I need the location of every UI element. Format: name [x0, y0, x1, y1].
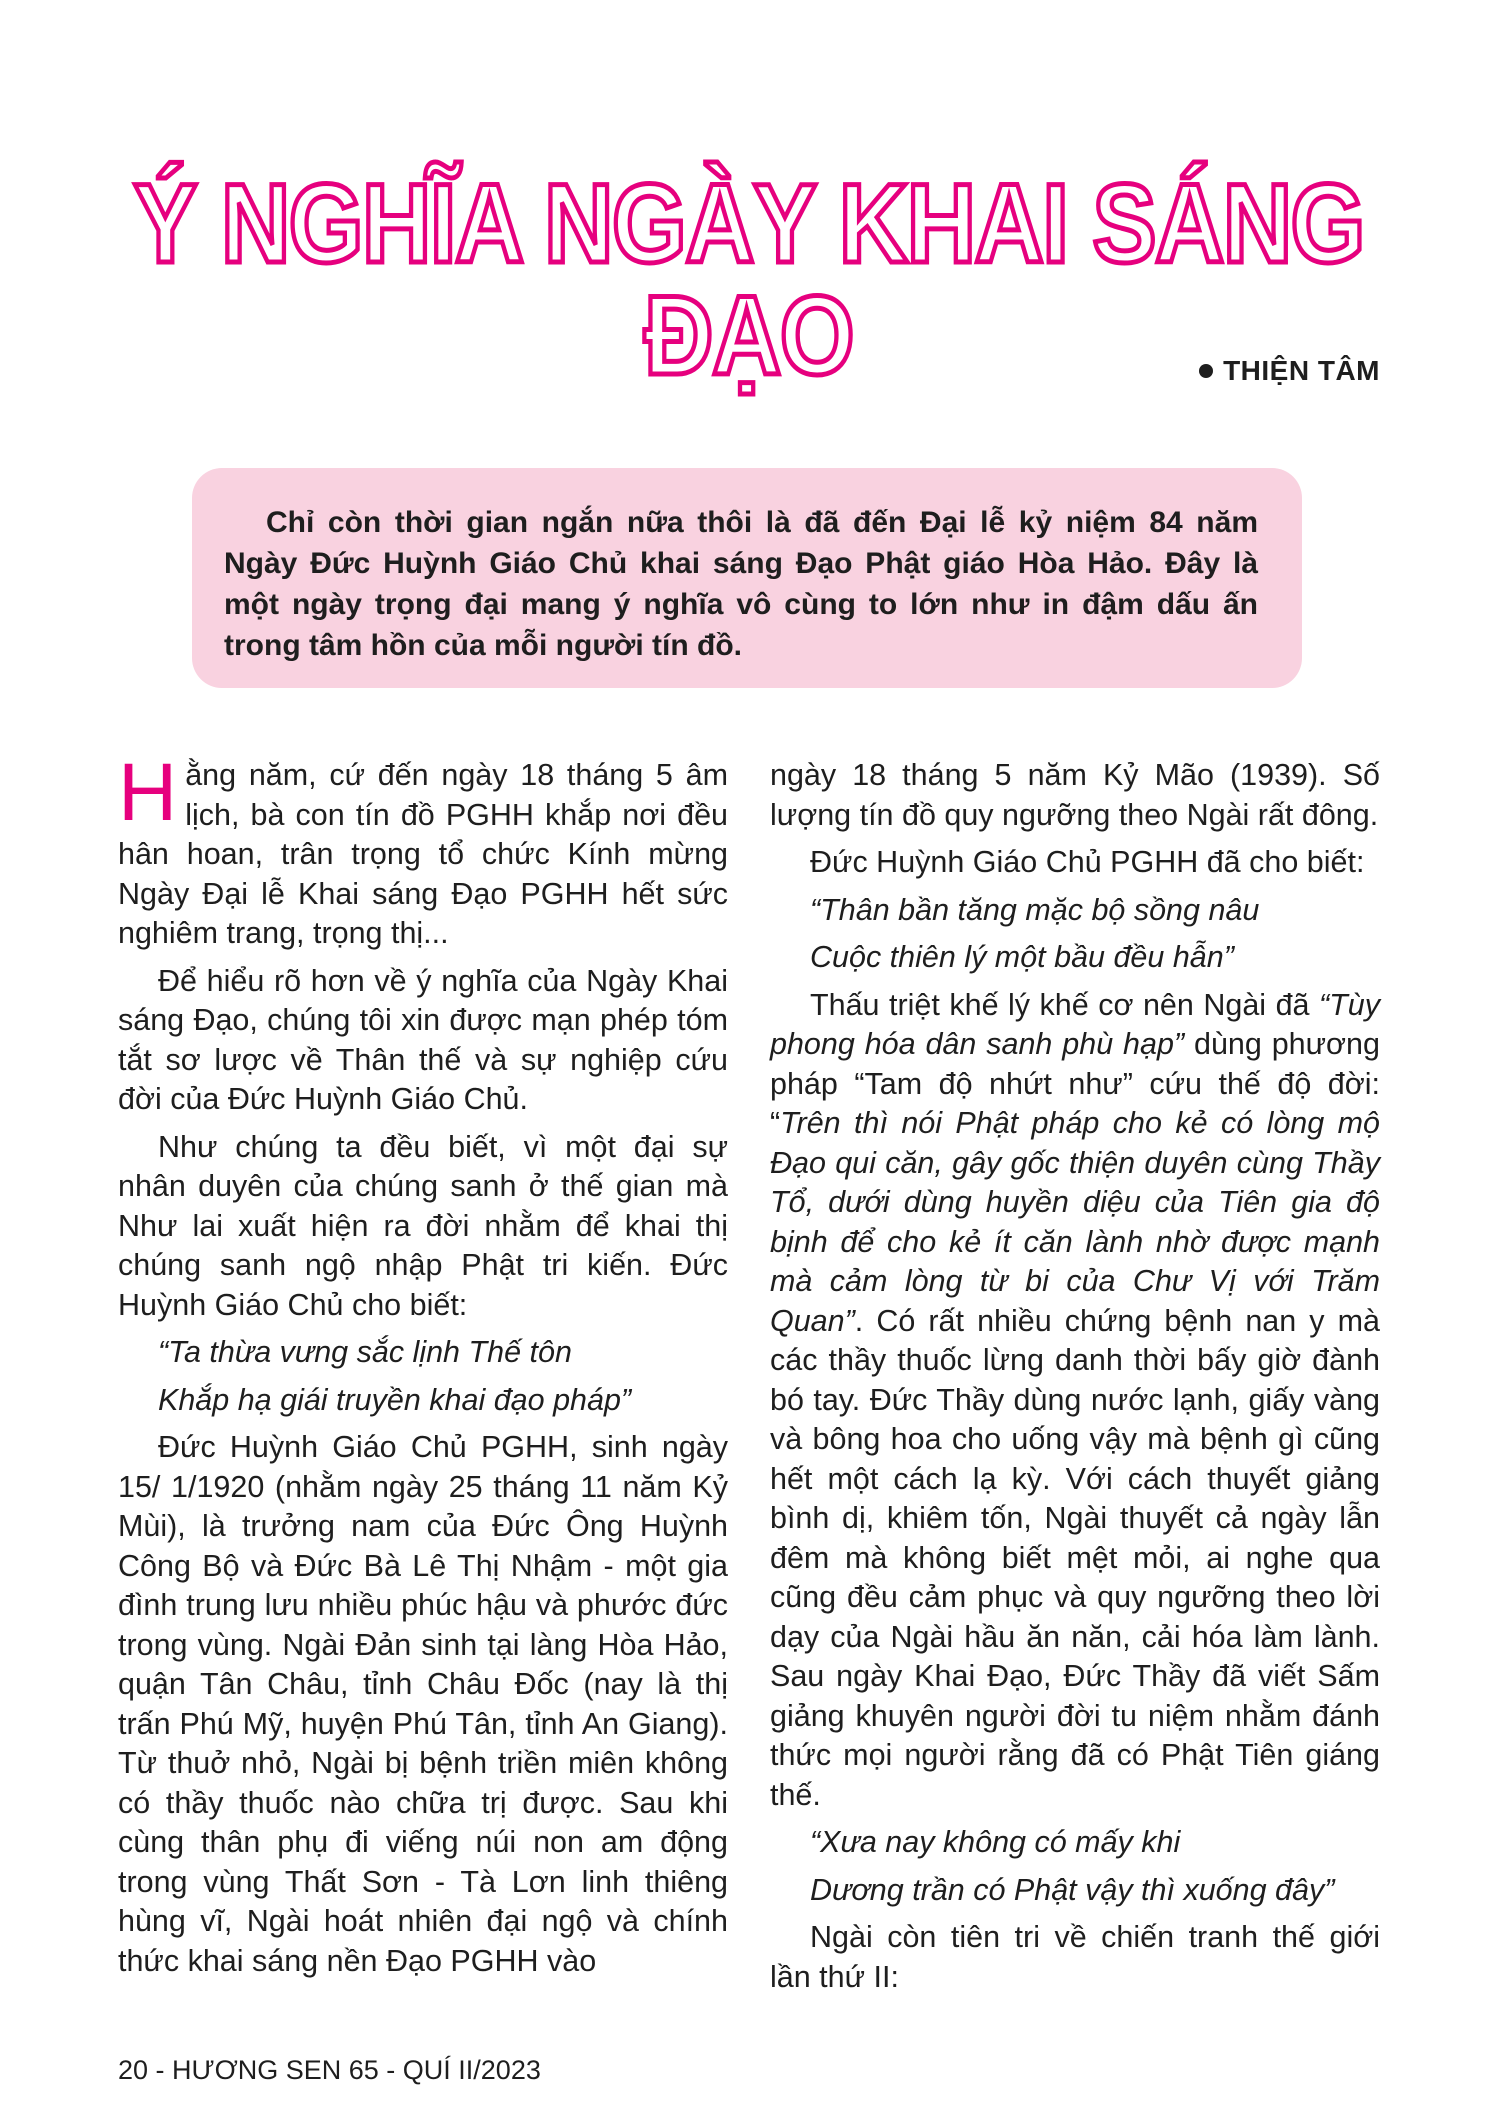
- right-column: [770, 756, 1380, 2005]
- verse-line: Dương trần có Phật vậy thì xuống đây”: [810, 1872, 1335, 1907]
- verse-line: “Thân bần tăng mặc bộ sồng nâu: [810, 892, 1260, 927]
- page-footer: 20 - HƯƠNG SEN 65 - QUÍ II/2023: [118, 2055, 541, 2085]
- paragraph: Đức Huỳnh Giáo Chủ PGHH, sinh ngày 15/ 1/1920 (nhằm ngày 25 tháng 11 năm Kỷ Mùi), là trưởng nam của Đức Ông Huỳnh Công Bộ và Đức Bà Lê Thị Nhậm - một gia đình trung lưu nhiều phúc hậu và phước đức trong vùng. Ngài Đản sinh tại làng Hòa Hảo, quận Tân Châu, tỉnh Châu Đốc (nay là thị trấn Phú Mỹ, huyện Phú Tân, tỉnh An Giang). Từ thuở nhỏ, Ngài bị bệnh triền miên không có thầy thuốc nào chữa trị được. Sau khi cùng thân phụ đi viếng núi non am động trong vùng Thất Sơn - Tà Lơn linh thiêng hùng vĩ, Ngài hoát nhiên đại ngộ và chính thức khai sáng nền Đạo PGHH vào: [118, 1430, 728, 1978]
- paragraph-text: dùng phương pháp “Tam độ nhứt như” cứu thế độ đời: “: [770, 1027, 1380, 1140]
- paragraph-text: . Có rất nhiều chứng bệnh nan y mà các thầy thuốc lừng danh thời bấy giờ đành bó tay. Đức Thầy dùng nước lạnh, giấy vàng và bông hoa cho uống vậy mà bệnh gì cũng hết một cách lạ kỳ. Với cách thuyết giảng bình dị, khiêm tốn, Ngài thuyết cả ngày lẫn đêm mà không biết mệt mỏi, ai nghe qua cũng đều cảm phục và quy ngưỡng theo lời dạy của Ngài hầu ăn năn, cải hóa làm lành. Sau ngày Khai Đạo, Đức Thầy đã viết Sấm giảng khuyên người đời tu niệm nhằm đánh thức mọi người rằng đã có Phật Tiên giáng thế.: [770, 1303, 1380, 1812]
- paragraph: [770, 986, 1380, 1816]
- verse-line: “Xưa nay không có mấy khi: [810, 1825, 1181, 1859]
- quote-italic: “Tùy phong hóa dân sanh phù hạp”: [770, 987, 1380, 1061]
- author-name: THIỆN TÂM: [1223, 355, 1380, 386]
- paragraph: Như chúng ta đều biết, vì một đại sự nhân duyên của chúng sanh ở thế gian mà Như lai xuất hiện ra đời nhằm để khai thị chúng sanh ngộ nhập Phật tri kiến. Đức Huỳnh Giáo Chủ cho biết:: [118, 1129, 728, 1322]
- verse-line: Khắp hạ giái truyền khai đạo pháp”: [158, 1382, 632, 1417]
- quote-italic: Trên thì nói Phật pháp cho kẻ có lòng mộ Đạo qui căn, gây gốc thiện duyên cùng Thầy Tổ, dưới dùng huyền diệu của Tiên gia độ bịnh để cho kẻ ít căn lành nhờ được mạnh mà cảm lòng từ bi của Chư Vị với Trăm Quan”: [770, 1106, 1380, 1338]
- bullet-icon: [1199, 364, 1213, 378]
- article-title: Ý NGHĨA NGÀY KHAI SÁNG ĐẠO: [133, 161, 1364, 398]
- left-column: [118, 747, 728, 1989]
- author-byline: [1199, 355, 1380, 387]
- paragraph-text: ằng năm, cứ đến ngày 18 tháng 5 âm lịch, bà con tín đồ PGHH khắp nơi đều hân hoan, trân trọng tổ chức Kính mừng Ngày Đại lễ Khai sáng Đạo PGHH hết sức nghiêm trang, trọng thị...: [118, 758, 728, 950]
- lead-paragraph: Chỉ còn thời gian ngắn nữa thôi là đã đến Đại lễ kỷ niệm 84 năm Ngày Đức Huỳnh Giáo Chủ khai sáng Đạo Phật giáo Hòa Hảo. Đây là một ngày trọng đại mang ý nghĩa vô cùng to lớn như in đậm dấu ấn trong tâm hồn của mỗi người tín đồ.: [224, 506, 1258, 662]
- lead-box: [192, 468, 1302, 688]
- paragraph: ngày 18 tháng 5 năm Kỷ Mão (1939). Số lượng tín đồ quy ngưỡng theo Ngài rất đông.: [770, 758, 1380, 832]
- paragraph: Ngài còn tiên tri về chiến tranh thế giới lần thứ II:: [770, 1920, 1380, 1994]
- verse-line: Cuộc thiên lý một bầu đều hẫn”: [810, 940, 1234, 974]
- paragraph-text: Thấu triệt khế lý khế cơ nên Ngài đã: [810, 987, 1319, 1022]
- drop-cap: H: [118, 747, 178, 838]
- paragraph: Đức Huỳnh Giáo Chủ PGHH đã cho biết:: [810, 845, 1365, 879]
- verse-line: “Ta thừa vưng sắc lịnh Thế tôn: [158, 1335, 572, 1369]
- paragraph: Để hiểu rõ hơn về ý nghĩa của Ngày Khai sáng Đạo, chúng tôi xin được mạn phép tóm tắt sơ lược về Thân thế và sự nghiệp cứu đời của Đức Huỳnh Giáo Chủ.: [118, 963, 728, 1116]
- paragraph: [118, 747, 728, 954]
